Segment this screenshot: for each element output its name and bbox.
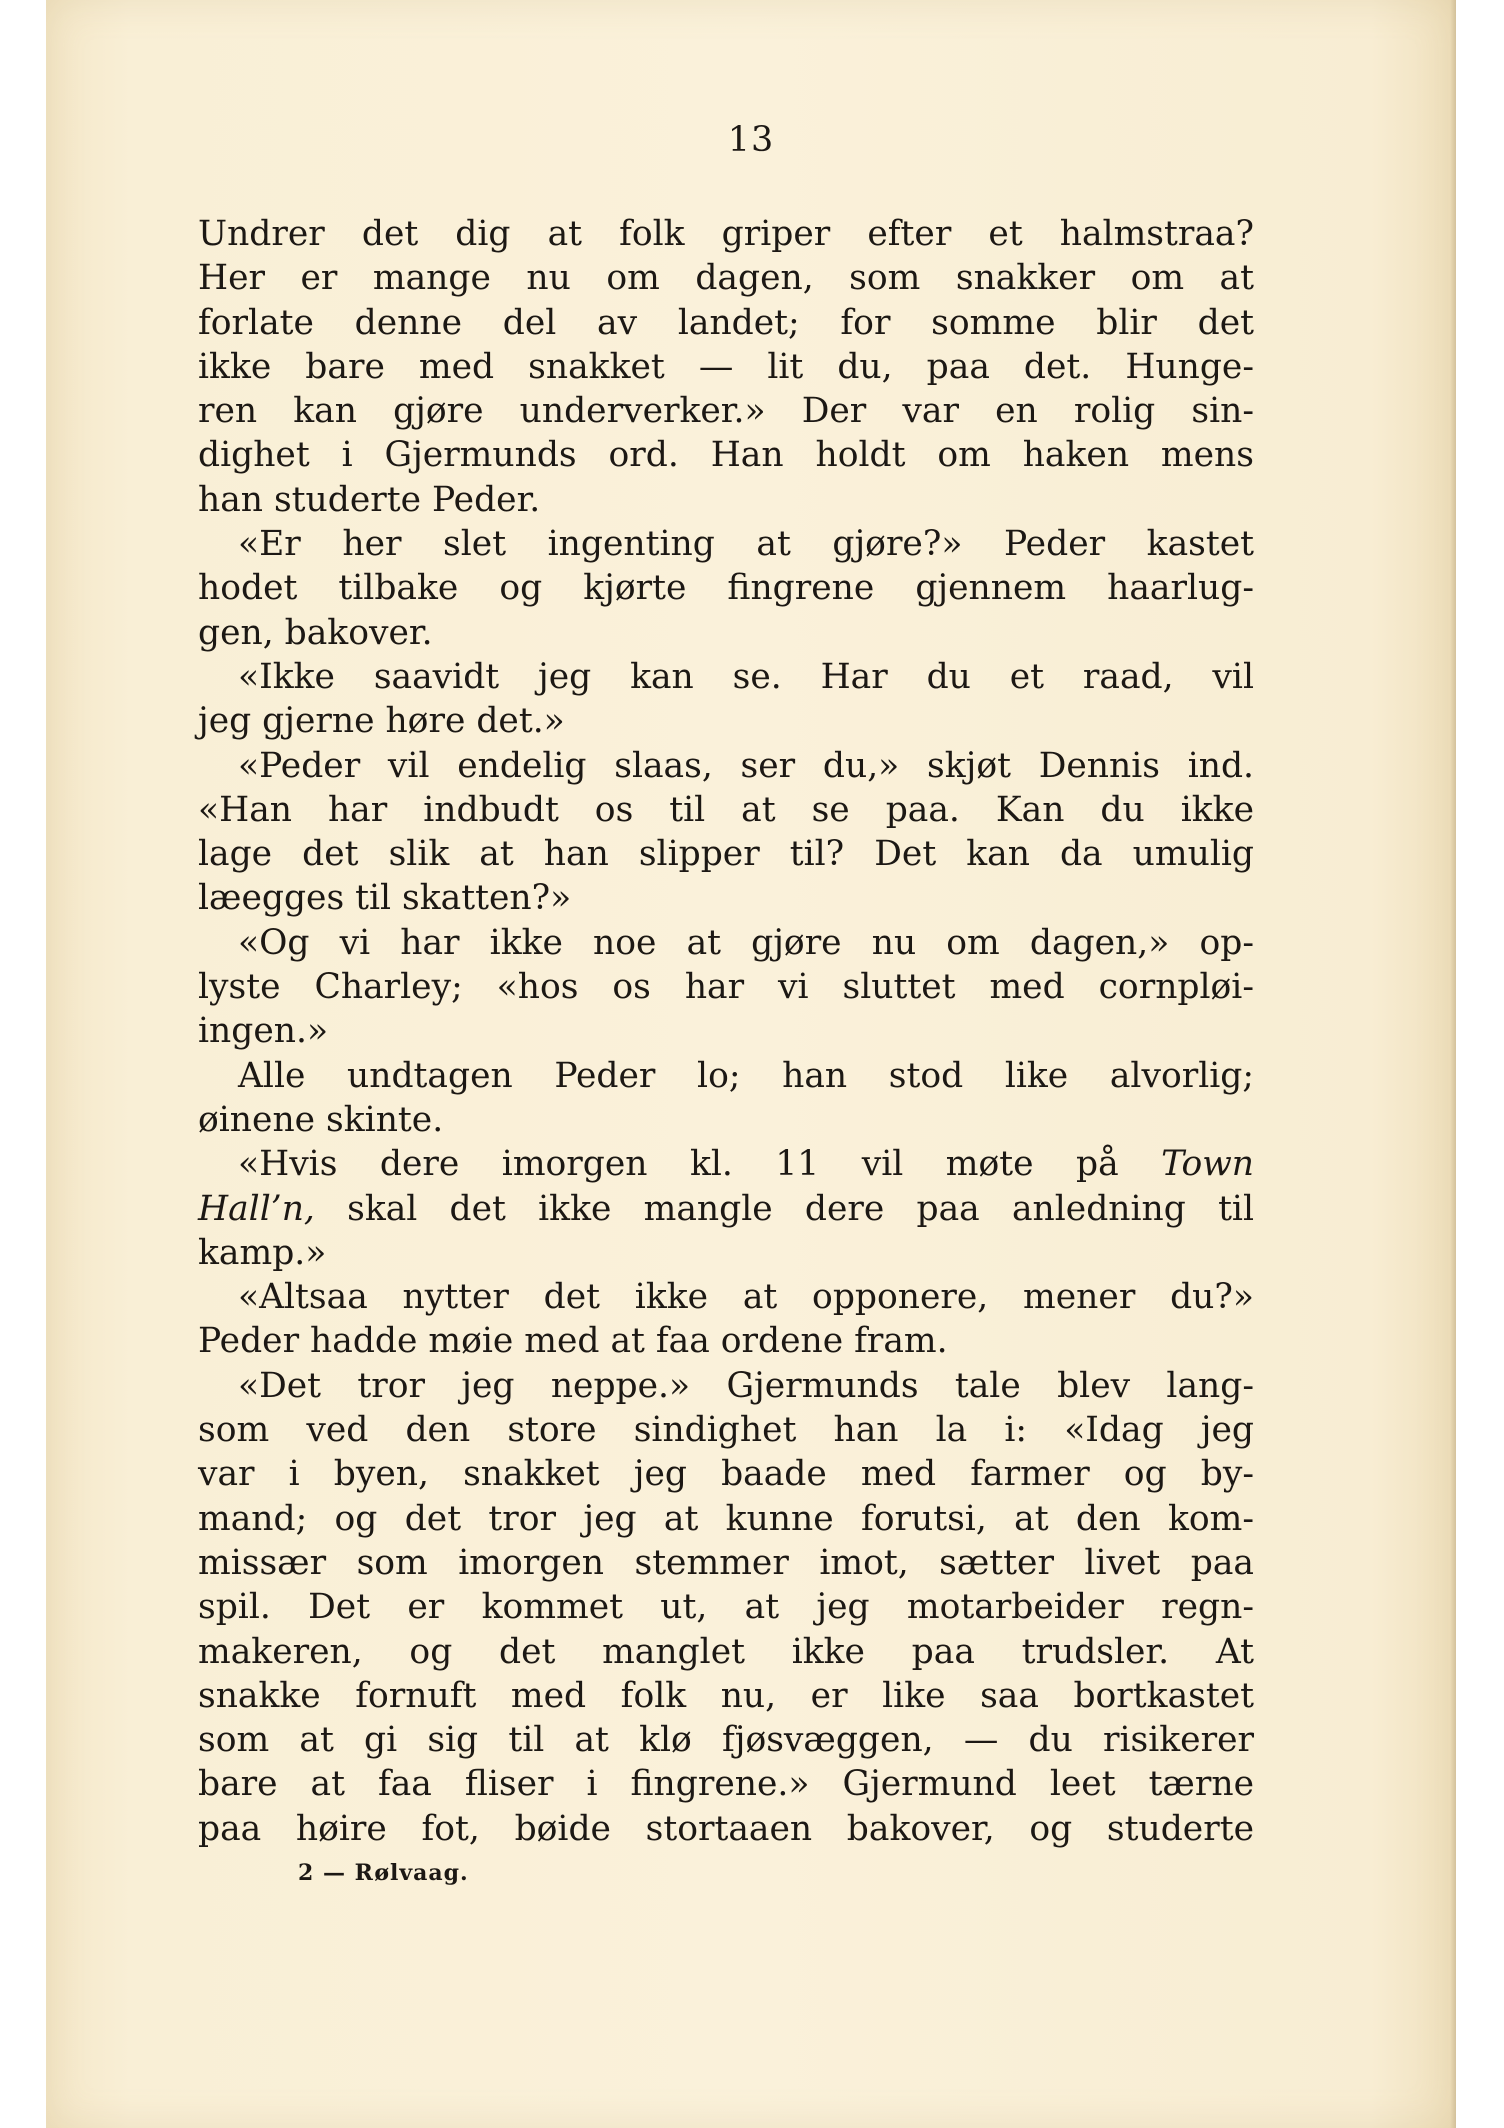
italic-text: Hall’n, (198, 1188, 315, 1229)
text-line: som ved den store sindighet han la i: «Idag jeg (198, 1410, 1254, 1451)
text-line: Hall’n, skal det ikke mangle dere paa anledning til (198, 1188, 1254, 1229)
text-line: spil. Det er kommet ut, at jeg motarbeider regn- (198, 1587, 1254, 1628)
text-line: bare at faa fliser i fingrene.» Gjermund leet tærne (198, 1764, 1254, 1805)
text-line: som at gi sig til at klø fjøsvæggen, — du risikerer (198, 1720, 1254, 1761)
italic-text: Town (1161, 1144, 1254, 1185)
text-line: Her er mange nu om dagen, som snakker om at (198, 258, 1254, 299)
text-line: «Han har indbudt os til at se paa. Kan du ikke (198, 789, 1254, 830)
text-line: Peder hadde møie med at faa ordene fram. (198, 1321, 948, 1362)
text-line: var i byen, snakket jeg baade med farmer og by- (198, 1454, 1254, 1495)
text-line: «Og vi har ikke noe at gjøre nu om dagen,» op- (238, 922, 1254, 963)
text-line: snakke fornuft med folk nu, er like saa bortkastet (198, 1675, 1254, 1716)
text-line: Alle undtagen Peder lo; han stod like alvorlig; (238, 1055, 1254, 1096)
text-line: læegges til skatten?» (198, 878, 572, 919)
text-line: hodet tilbake og kjørte fingrene gjennem haarlug- (198, 568, 1254, 609)
text-line: missær som imorgen stemmer imot, sætter livet paa (198, 1542, 1254, 1583)
page-number: 13 (727, 120, 775, 160)
text-line: «Er her slet ingenting at gjøre?» Peder kastet (238, 524, 1254, 565)
text-line: jeg gjerne høre det.» (198, 701, 565, 742)
text-line: makeren, og det manglet ikke paa trudsler. At (198, 1631, 1254, 1672)
text-line: «Altsaa nytter det ikke at opponere, mener du?» (238, 1277, 1254, 1318)
signature-footer: 2 — Rølvaag. (298, 1860, 469, 1886)
text-line: «Peder vil endelig slaas, ser du,» skjøt Dennis ind. (238, 745, 1254, 786)
book-page (46, 0, 1456, 2128)
page-edge (1450, 0, 1456, 2128)
text-line: dighet i Gjermunds ord. Han holdt om haken mens (198, 435, 1254, 476)
text-line: han studerte Peder. (198, 479, 541, 520)
text-line: ren kan gjøre underverker.» Der var en rolig sin- (198, 391, 1254, 432)
text-line: paa høire fot, bøide stortaaen bakover, og studerte (198, 1808, 1254, 1849)
text-line: «Hvis dere imorgen kl. 11 vil møte på Town (238, 1144, 1254, 1185)
text-line: «Det tror jeg neppe.» Gjermunds tale blev lang- (238, 1365, 1254, 1406)
text-line: lage det slik at han slipper til? Det kan da umulig (198, 834, 1254, 875)
text-line: øinene skinte. (198, 1099, 444, 1140)
body-text (198, 212, 1254, 1851)
text-line: lyste Charley; «hos os har vi sluttet med cornpløi- (198, 967, 1254, 1008)
text-line: gen, bakover. (198, 612, 433, 653)
text-line: Undrer det dig at folk griper efter et halmstraa? (198, 214, 1254, 254)
text-line: ingen.» (198, 1011, 329, 1052)
text-line: «Ikke saavidt jeg kan se. Har du et raad, vil (238, 656, 1254, 697)
text-line: forlate denne del av landet; for somme blir det (198, 302, 1254, 343)
text-line: mand; og det tror jeg at kunne forutsi, at den kom- (198, 1498, 1254, 1539)
text-line: ikke bare med snakket — lit du, paa det. Hunge- (198, 346, 1254, 387)
text-line: kamp.» (198, 1232, 327, 1273)
